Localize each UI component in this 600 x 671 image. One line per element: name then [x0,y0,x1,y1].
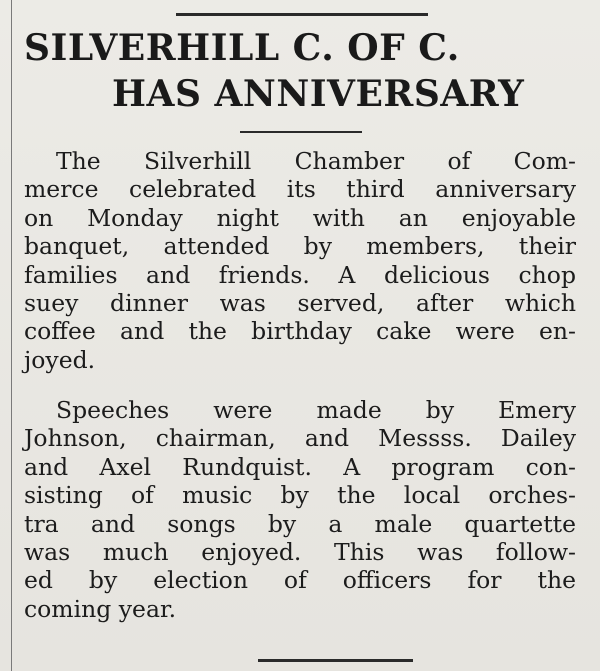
article-paragraph-2 [24,396,576,623]
column-divider [11,0,12,671]
text-line: on Monday night with an enjoyable [24,203,576,232]
bottom-rule [258,659,413,662]
text-line: was much enjoyed. This was follow- [24,537,576,566]
text-line: and Axel Rundquist. A program con- [24,452,576,481]
text-line: Speeches were made by Emery [56,396,576,424]
text-line: joyed. [24,345,96,374]
text-line: tra and songs by a male quartette [24,509,576,538]
text-line: families and friends. A delicious chop [24,260,576,289]
text-line: Johnson, chairman, and Messss. Dailey [24,424,576,453]
text-line: coffee and the birthday cake were en- [24,317,576,346]
article-paragraph-1 [24,147,576,374]
headline-line-1: SILVERHILL C. OF C. [24,27,460,69]
text-line: merce celebrated its third anniversary [24,175,576,204]
text-line: suey dinner was served, after which [24,288,576,317]
headline-rule [240,131,362,133]
text-line: coming year. [24,594,177,623]
top-rule [176,13,428,16]
text-line: sisting of music by the local orches- [24,481,576,510]
text-line: banquet, attended by members, their [24,232,576,261]
text-line: The Silverhill Chamber of Com- [56,147,576,175]
text-line: ed by election of officers for the [24,566,576,595]
headline-line-2: HAS ANNIVERSARY [112,73,525,115]
